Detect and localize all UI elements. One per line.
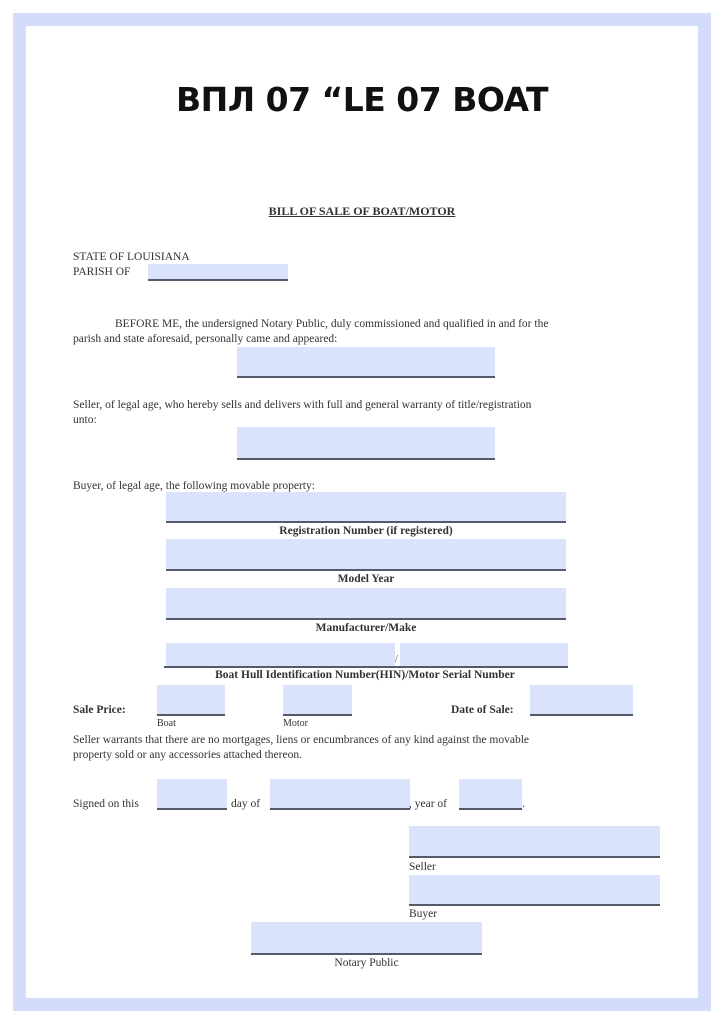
hin-caption: Boat Hull Identification Number(HIN)/Motor Serial Number (215, 669, 515, 681)
buyer-signature-field[interactable] (409, 875, 660, 906)
manufacturer-make-field[interactable] (166, 588, 566, 620)
signed-year-field[interactable] (459, 779, 522, 810)
state-line: STATE OF LOUISIANA (73, 251, 190, 263)
boat-price-field[interactable] (157, 685, 225, 716)
motor-price-field[interactable] (283, 685, 352, 716)
signed-month-field[interactable] (270, 779, 410, 810)
banner-title: ВПЛ 07 “LE 07 BOAT (175, 80, 549, 119)
parish-label: PARISH OF (73, 266, 131, 278)
parish-field[interactable] (148, 264, 288, 281)
registration-number-caption: Registration Number (if registered) (279, 525, 453, 537)
signed-suffix: . (522, 798, 525, 810)
notary-signature-field[interactable] (251, 922, 482, 955)
hull-id-field[interactable] (166, 643, 395, 666)
motor-serial-field[interactable] (400, 643, 568, 666)
model-year-field[interactable] (166, 539, 566, 571)
notary-paragraph-line1: BEFORE ME, the undersigned Notary Public, duly commissioned and qualified in and for the (115, 318, 549, 330)
signed-day-field[interactable] (157, 779, 227, 810)
signed-prefix: Signed on this (73, 798, 139, 810)
buyer-paragraph: Buyer, of legal age, the following movable property: (73, 480, 315, 492)
warranty-line2: property sold or any accessories attached thereon. (73, 749, 302, 761)
buyer-signature-label: Buyer (409, 908, 438, 920)
seller-signature-label: Seller (409, 861, 436, 873)
hin-separator: / (395, 654, 398, 665)
seller-signature-field[interactable] (409, 826, 660, 858)
date-of-sale-label: Date of Sale: (451, 704, 514, 716)
registration-number-field[interactable] (166, 492, 566, 523)
motor-price-caption: Motor (283, 718, 308, 729)
sale-price-label: Sale Price: (73, 704, 126, 716)
document-title: BILL OF SALE OF BOAT/MOTOR (268, 204, 456, 218)
model-year-caption: Model Year (337, 573, 395, 585)
manufacturer-make-caption: Manufacturer/Make (315, 622, 417, 634)
signed-year-of: , year of (409, 798, 447, 810)
seller-paragraph-line2: unto: (73, 414, 97, 426)
notary-signature-label: Notary Public (334, 957, 399, 969)
date-of-sale-field[interactable] (530, 685, 633, 716)
appearer-field[interactable] (237, 347, 495, 378)
buyer-name-field[interactable] (237, 427, 495, 460)
notary-paragraph-line2: parish and state aforesaid, personally came and appeared: (73, 333, 338, 345)
warranty-line1: Seller warrants that there are no mortgages, liens or encumbrances of any kind against the movable (73, 734, 530, 746)
seller-paragraph-line1: Seller, of legal age, who hereby sells and delivers with full and general warranty of title/registration (73, 399, 532, 411)
boat-price-caption: Boat (157, 718, 176, 729)
signed-day-of: day of (231, 798, 261, 810)
